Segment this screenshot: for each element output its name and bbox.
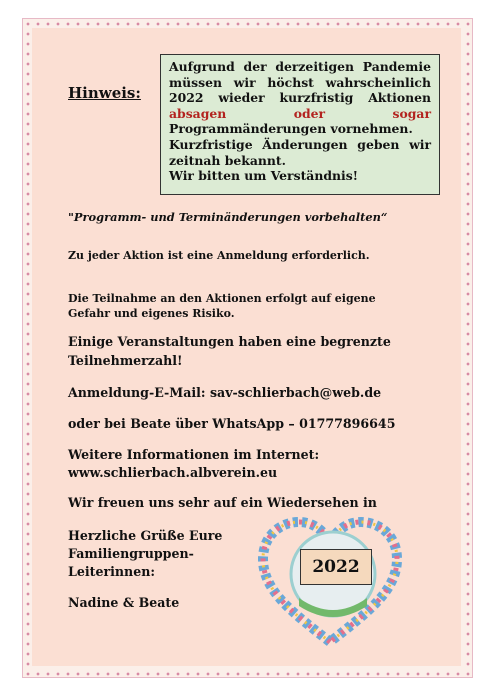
- notice-line-3: 2022 wieder kurzfristig Aktionen: [169, 90, 431, 106]
- notice-line-5: Programmänderungen vornehmen.: [169, 121, 413, 137]
- greeting-line-1: Herzliche Grüße Eure: [68, 528, 223, 543]
- signature: Nadine & Beate: [68, 595, 180, 610]
- greeting-line-2: Familiengruppen-: [68, 546, 194, 561]
- greeting-line-3: Leiterinnen:: [68, 564, 156, 579]
- notice-line-8: Wir bitten um Verständnis!: [169, 168, 359, 184]
- limit-note-line-1: Einige Veranstaltungen haben eine begrenzte: [68, 334, 391, 349]
- notice-box: [160, 54, 440, 195]
- registration-note: Zu jeder Aktion ist eine Anmeldung erforderlich.: [68, 249, 370, 262]
- year-badge: 2022: [300, 549, 372, 585]
- notice-word-absagen: absagen: [169, 105, 227, 121]
- website-link[interactable]: www.schlierbach.albverein.eu: [68, 465, 278, 480]
- notice-heading: Hinweis:: [68, 84, 141, 102]
- whatsapp-contact: oder bei Beate über WhatsApp – 01777896645: [68, 416, 396, 431]
- limit-note-line-2: Teilnehmerzahl!: [68, 353, 183, 368]
- notice-line-4: [169, 106, 431, 122]
- email-contact: Anmeldung-E-Mail: sav-schlierbach@web.de: [68, 385, 382, 400]
- notice-line-7: zeitnah bekannt.: [169, 152, 286, 168]
- notice-line-6: Kurzfristige Änderungen geben wir: [169, 136, 431, 152]
- risk-note-line-2: Gefahr und eigenes Risiko.: [68, 307, 235, 320]
- info-line-1: Weitere Informationen im Internet:: [68, 447, 320, 462]
- notice-line-2: müssen wir höchst wahrscheinlich: [169, 74, 431, 90]
- notice-word-oder: oder: [293, 105, 326, 121]
- notice-line-1: Aufgrund der derzeitigen Pandemie: [169, 59, 431, 74]
- see-you-line: Wir freuen uns sehr auf ein Wiedersehen in: [68, 495, 377, 510]
- risk-note-line-1: Die Teilnahme an den Aktionen erfolgt auf eigene: [68, 292, 376, 305]
- reserved-note: "Programm- und Terminänderungen vorbehalten“: [68, 210, 388, 224]
- notice-word-sogar: sogar: [392, 105, 431, 121]
